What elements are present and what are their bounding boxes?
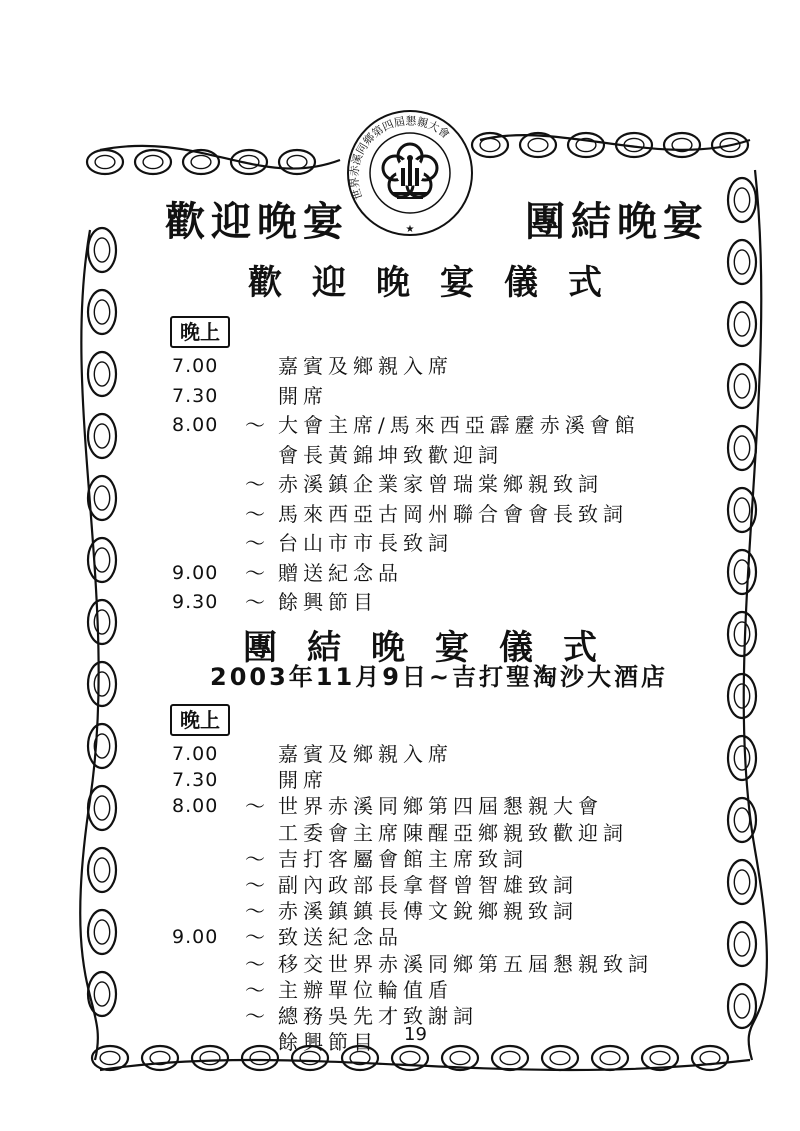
header-unity-banquet: 團結晚宴 (525, 198, 709, 245)
program-text: 餘興節目 (278, 590, 378, 614)
program-text: 赤溪鎮企業家曾瑞棠鄉親致詞 (278, 472, 603, 496)
program-text: 台山市市長致詞 (278, 531, 453, 555)
program-text: 副內政部長拿督曾智雄致詞 (278, 873, 578, 897)
program-tilde: ～ (245, 794, 265, 819)
program-time: 7.00 (172, 743, 219, 765)
program-tilde: ～ (245, 951, 265, 976)
program-tilde: ～ (245, 925, 265, 950)
program-text: 移交世界赤溪同鄉第五屆懇親致詞 (278, 951, 653, 976)
program-text: 主辦單位輪值盾 (278, 977, 453, 1002)
program-tilde: ～ (245, 472, 265, 496)
logo-star-icon: ★ (405, 224, 415, 235)
program-time: 7.00 (172, 355, 219, 377)
program-text: 總務吳先才致謝詞 (278, 1004, 478, 1028)
program-text: 吉打客屬會館主席致詞 (278, 846, 528, 871)
program-text: 大會主席/馬來西亞霹靂赤溪會館 (278, 413, 640, 437)
program-time: 8.00 (172, 795, 219, 818)
section2-title: 團結晚宴儀式 (243, 628, 627, 668)
program-text: 會長黃錦坤致歡迎詞 (278, 442, 503, 467)
program-tilde: ～ (245, 531, 265, 555)
program-text: 開席 (278, 383, 328, 408)
program-text: 工委會主席陳醒亞鄉親致歡迎詞 (278, 820, 628, 845)
header-welcome-banquet: 歡迎晚宴 (165, 198, 349, 245)
section2-evening-tag: 晚上 (170, 704, 230, 736)
program-tilde: ～ (245, 560, 265, 585)
program-tilde: ～ (245, 899, 265, 924)
program-tilde: ～ (245, 501, 265, 526)
program-text: 馬來西亞古岡州聯合會會長致詞 (278, 501, 628, 526)
program-time: 9.00 (172, 926, 219, 949)
program-time: 7.30 (172, 384, 219, 407)
program-text: 餘興節目 (278, 1030, 378, 1055)
program-text: 開席 (278, 768, 328, 793)
program-tilde: ～ (245, 590, 265, 614)
program-time: 9.00 (172, 561, 219, 584)
logo-ring-text: 世界赤溪同鄉第四屆懇親大會 (347, 114, 453, 202)
program-tilde: ～ (245, 413, 265, 437)
event-logo (345, 108, 475, 238)
program-tilde: ～ (245, 1004, 265, 1028)
section1-title: 歡迎晚宴儀式 (248, 263, 632, 303)
page-number: 19 (404, 1024, 427, 1045)
program-text: 嘉賓及鄉親入席 (278, 742, 453, 766)
program-text: 世界赤溪同鄉第四屆懇親大會 (278, 794, 603, 819)
program-tilde: ～ (245, 977, 265, 1002)
program-tilde: ～ (245, 846, 265, 871)
logo-emblem-icon (345, 108, 475, 238)
program-text: 嘉賓及鄉親入席 (278, 354, 453, 378)
section2-date-venue: 2003年11月9日~吉打聖淘沙大酒店 (210, 663, 669, 691)
program-tilde: ～ (245, 873, 265, 897)
program-time: 8.00 (172, 414, 219, 436)
program-text: 赤溪鎮鎮長傅文銳鄉親致詞 (278, 899, 578, 924)
program-time: 9.30 (172, 591, 219, 613)
program-text: 致送紀念品 (278, 925, 403, 950)
program-text: 贈送紀念品 (278, 560, 403, 585)
section1-evening-tag: 晚上 (170, 316, 230, 348)
program-time: 7.30 (172, 769, 219, 792)
